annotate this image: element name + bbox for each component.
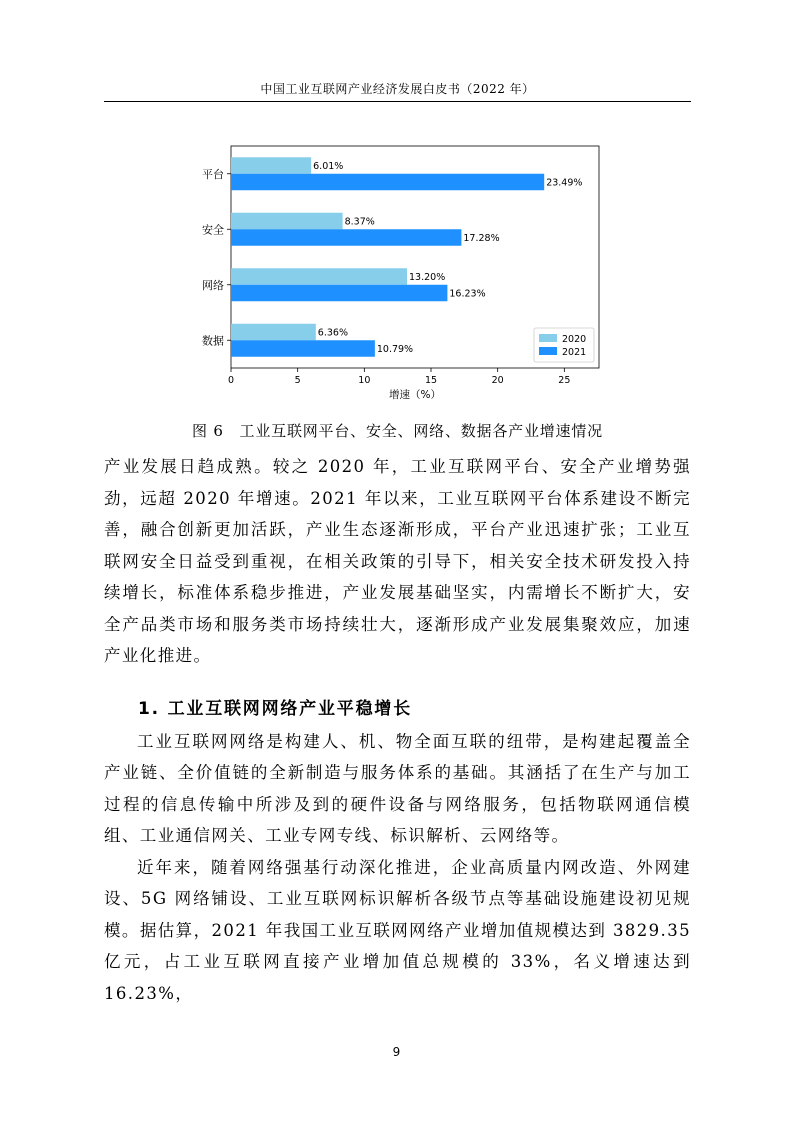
y-tick-label: 安全 bbox=[202, 223, 224, 237]
paragraph-2: 工业互联网网络是构建人、机、物全面互联的纽带，是构建起覆盖全产业链、全价值链的全新制造与服务体系的基础。其涵括了在生产与加工过程的信息传输中所涉及到的硬件设备与网络服务，包括物联网通信模组、工业通信网关、工业专网专线、标识解析、云网络等。 bbox=[104, 731, 691, 845]
growth-bar-chart bbox=[190, 142, 610, 400]
x-tick-label: 5 bbox=[294, 375, 301, 386]
y-tick-label: 网络 bbox=[202, 278, 224, 292]
x-tick-label: 10 bbox=[358, 375, 371, 386]
bar-value-label: 10.79% bbox=[376, 344, 414, 355]
bar-2021 bbox=[231, 229, 461, 246]
bar-value-label: 6.36% bbox=[317, 327, 348, 339]
running-header: 中国工业互联网产业经济发展白皮书（2022 年） bbox=[260, 82, 535, 96]
legend-swatch-2020 bbox=[539, 334, 557, 342]
x-axis-label: 增速（%） bbox=[389, 389, 441, 400]
bar-2021 bbox=[231, 174, 544, 191]
legend-label-2021: 2021 bbox=[562, 347, 587, 358]
bar-2021 bbox=[231, 340, 375, 357]
bar-value-label: 16.23% bbox=[449, 288, 486, 300]
paragraph-3: 近年来，随着网络强基行动深化推进，企业高质量内网改造、外网建设、5G 网络铺设、工业互联网标识解析各级节点等基础设施建设初见规模。据估算，2021 年我国工业互联网网络产业增加值规模达到 3829.35 亿元，占工业互联网直接产业增加值总规模的 33%，名义增速达到 16.23%， bbox=[104, 857, 691, 1003]
x-tick-label: 15 bbox=[424, 375, 438, 386]
section-heading: 1. 工业互联网网络产业平稳增长 bbox=[138, 698, 413, 719]
bar-value-label: 13.20% bbox=[409, 272, 446, 283]
bar-value-label: 23.49% bbox=[546, 177, 583, 189]
x-tick-label: 20 bbox=[491, 375, 504, 386]
page-number: 9 bbox=[392, 1045, 401, 1059]
x-tick-label: 0 bbox=[227, 375, 235, 386]
bar-2020 bbox=[231, 268, 407, 285]
bar-value-label: 17.28% bbox=[463, 233, 500, 244]
bar-2020 bbox=[231, 213, 343, 230]
bar-2020 bbox=[231, 324, 316, 341]
bar-2020 bbox=[231, 157, 311, 174]
y-tick-label: 平台 bbox=[202, 167, 224, 181]
x-tick-label: 25 bbox=[558, 375, 571, 386]
chart-svg bbox=[190, 142, 610, 400]
legend-swatch-2021 bbox=[539, 347, 557, 355]
bar-value-label: 8.37% bbox=[344, 216, 375, 228]
body-text bbox=[104, 451, 691, 1009]
y-tick-label: 数据 bbox=[202, 334, 224, 348]
bar-value-label: 6.01% bbox=[313, 161, 344, 172]
paragraph-1: 产业发展日趋成熟。较之 2020 年，工业互联网平台、安全产业增势强劲，远超 2020 年增速。2021 年以来，工业互联网平台体系建设不断完善，融合创新更加活跃，产业生态逐渐形成，平台产业迅速扩张；工业互联网安全日益受到重视，在相关政策的引导下，相关安全技术研发投入持续增长，标准体系稳步推进，产业发展基础坚实，内需增长不断扩大，安全产品类市场和服务类市场持续壮大，逐渐形成产业发展集聚效应，加速产业化推进。 bbox=[104, 457, 691, 665]
header-rule bbox=[104, 101, 691, 102]
figure-caption: 图 6 工业互联网平台、安全、网络、数据各产业增速情况 bbox=[192, 422, 603, 440]
bar-2021 bbox=[231, 285, 447, 302]
legend-label-2020: 2020 bbox=[562, 334, 587, 345]
